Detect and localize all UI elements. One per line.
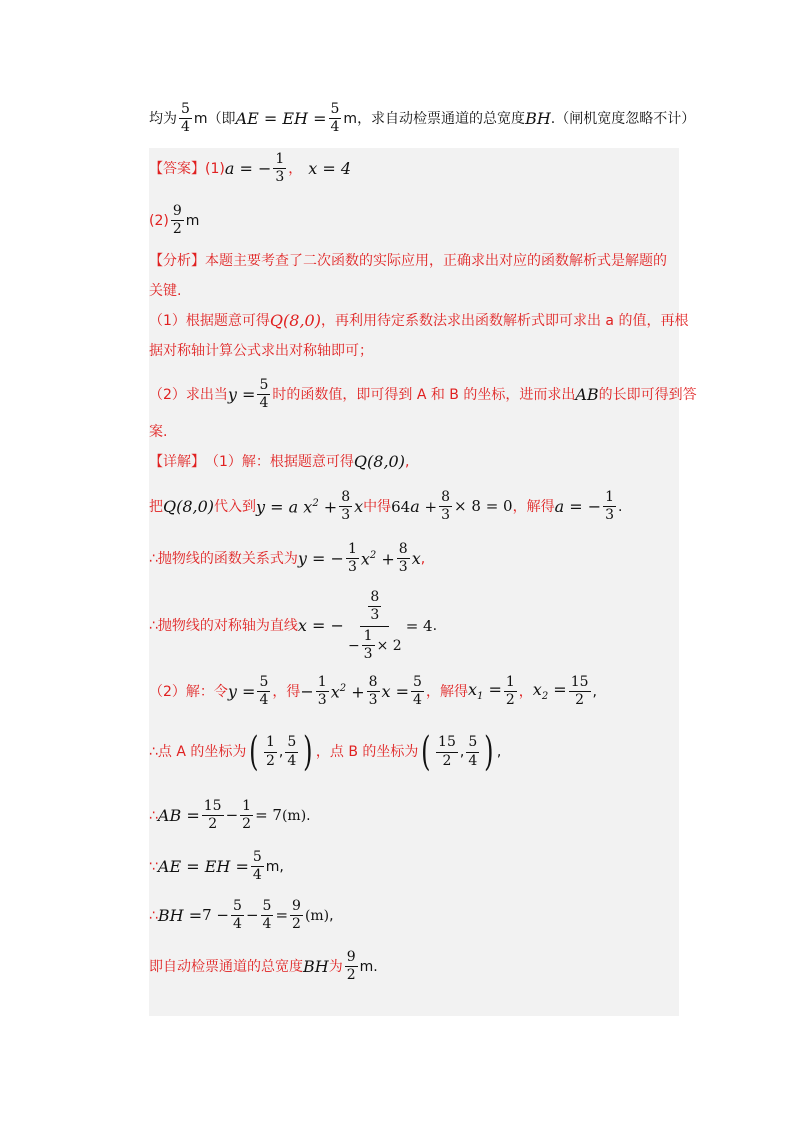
analysis-text-2: 关键. (149, 283, 182, 299)
answer-line-2 (149, 204, 199, 238)
question-text-4: .（闸机宽度忽略不计） (550, 110, 696, 127)
solution-panel (149, 148, 679, 1016)
unit-m: m (343, 110, 358, 127)
a-equation: a = − (224, 158, 272, 178)
answer-part1-prefix: (1) (205, 160, 225, 177)
fraction-9-2: $\frac{9}{2}$ (172, 203, 182, 238)
question-text-2: （即 (207, 110, 236, 127)
q-point: Q(8,0) (353, 452, 405, 471)
answer-part2-prefix: (2) (149, 212, 169, 229)
analysis-line-4 (149, 344, 373, 358)
ab-symbol: AB (575, 384, 599, 404)
detail-line-5: （2）解：令 y = $\frac{5}{4}$ ，得 − $\frac{1}{3}$ $x^2$ + $\frac{8}{3}$ x = $\frac{5}{4}$ ，解得 $x_1$ = $\frac{1}{2}$ ， $x_2$ = $\frac{15}{2}$ , (149, 674, 597, 709)
fraction-5-4: $\frac{5}{4}$ (181, 101, 190, 136)
analysis-line-6 (149, 425, 167, 439)
analysis-line-1 (149, 254, 667, 268)
analysis-item2b: 时的函数值，即可得到 A 和 B 的坐标，进而求出 (272, 386, 576, 403)
analysis-item1b: ，再利用待定系数法求出函数解析式即可求出 a 的值，再根 (320, 313, 689, 329)
analysis-label: 【分析】 (149, 253, 205, 269)
analysis-item1c: 据对称轴计算公式求出对称轴即可； (149, 343, 373, 359)
ae-eh-equation: AE = EH = (235, 108, 327, 128)
fraction-1-3: $\frac{1}{3}$ (275, 151, 285, 186)
detail-label: 【详解】 (149, 454, 205, 470)
analysis-line-5 (149, 378, 697, 412)
analysis-line-2 (149, 284, 181, 298)
analysis-item1a: （1）根据题意可得 (149, 313, 270, 329)
axis-fraction: $\frac{8}{3}$ − $\frac{1}{3}$ × 2 (347, 589, 402, 663)
detail-line-1: 【详解】 （1）解：根据题意可得 Q(8,0) , (149, 452, 410, 471)
detail-line-2: 把 Q(8,0) 代入到 y = a $x^2$ + $\frac{8}{3}$ x 中得 64a + $\frac{8}{3}$ × 8 = 0 ，解得 a = − $\frac{1}{3}$ . (149, 489, 623, 524)
detail-line-8: ∵ AE = EH = $\frac{5}{4}$ m , (149, 849, 284, 884)
y-equation: y = (227, 384, 256, 404)
q-point: Q(8,0) (163, 496, 215, 516)
analysis-text-1: 本题主要考查了二次函数的实际应用，正确求出对应的函数解析式是解题的 (205, 253, 667, 269)
analysis-item2a: （2）求出当 (149, 386, 228, 403)
question-text-3: ，求自动检票通道的总宽度 (357, 110, 526, 127)
question-line (149, 102, 695, 136)
detail-line-4: ∴抛物线的对称轴为直线 x = − $\frac{8}{3}$ − $\frac{1}{3}$ × 2 = 4 . (149, 589, 438, 663)
detail-line-9: ∴ BH = 7 − $\frac{5}{4}$ − $\frac{5}{4}$ = $\frac{9}{2}$ (m) , (149, 898, 334, 933)
unit-m: m (193, 110, 208, 127)
analysis-line-3 (149, 313, 688, 329)
fraction-5-4: $\frac{5}{4}$ (259, 377, 269, 412)
answer-label: 【答案】 (149, 160, 205, 177)
analysis-item2c: 的长即可得到答 (598, 386, 697, 403)
detail-s1: （1）解：根据题意可得 (205, 454, 354, 470)
fraction-5-4: $\frac{5}{4}$ (330, 101, 340, 136)
detail-line-10: 即自动检票通道的总宽度 BH 为 $\frac{9}{2}$ m . (149, 949, 378, 984)
analysis-item2d: 案. (149, 424, 168, 440)
question-text-1: 均为 (149, 110, 177, 127)
detail-line-6: ∴点 A 的坐标为 ( $\frac{1}{2}$ , $\frac{5}{4}$ ) ，点 B 的坐标为 ( $\frac{15}{2}$ , $\frac{5}{4}$ ) , (149, 729, 502, 775)
detail-line-3: ∴抛物线的函数关系式为 y = − $\frac{1}{3}$ $x^2$ + $\frac{8}{3}$ x , (149, 541, 426, 576)
bh-symbol: BH (525, 108, 551, 128)
answer-line-1: 【答案】 (1) a = − $\frac{1}{3}$ ， x = 4 (149, 151, 352, 186)
detail-line-7: ∴ AB = $\frac{15}{2}$ − $\frac{1}{2}$ = 7 (m) . (149, 798, 311, 833)
x-equation: x = 4 (308, 158, 352, 178)
q-point: Q(8,0) (269, 311, 321, 330)
unit-m: m (185, 212, 200, 229)
